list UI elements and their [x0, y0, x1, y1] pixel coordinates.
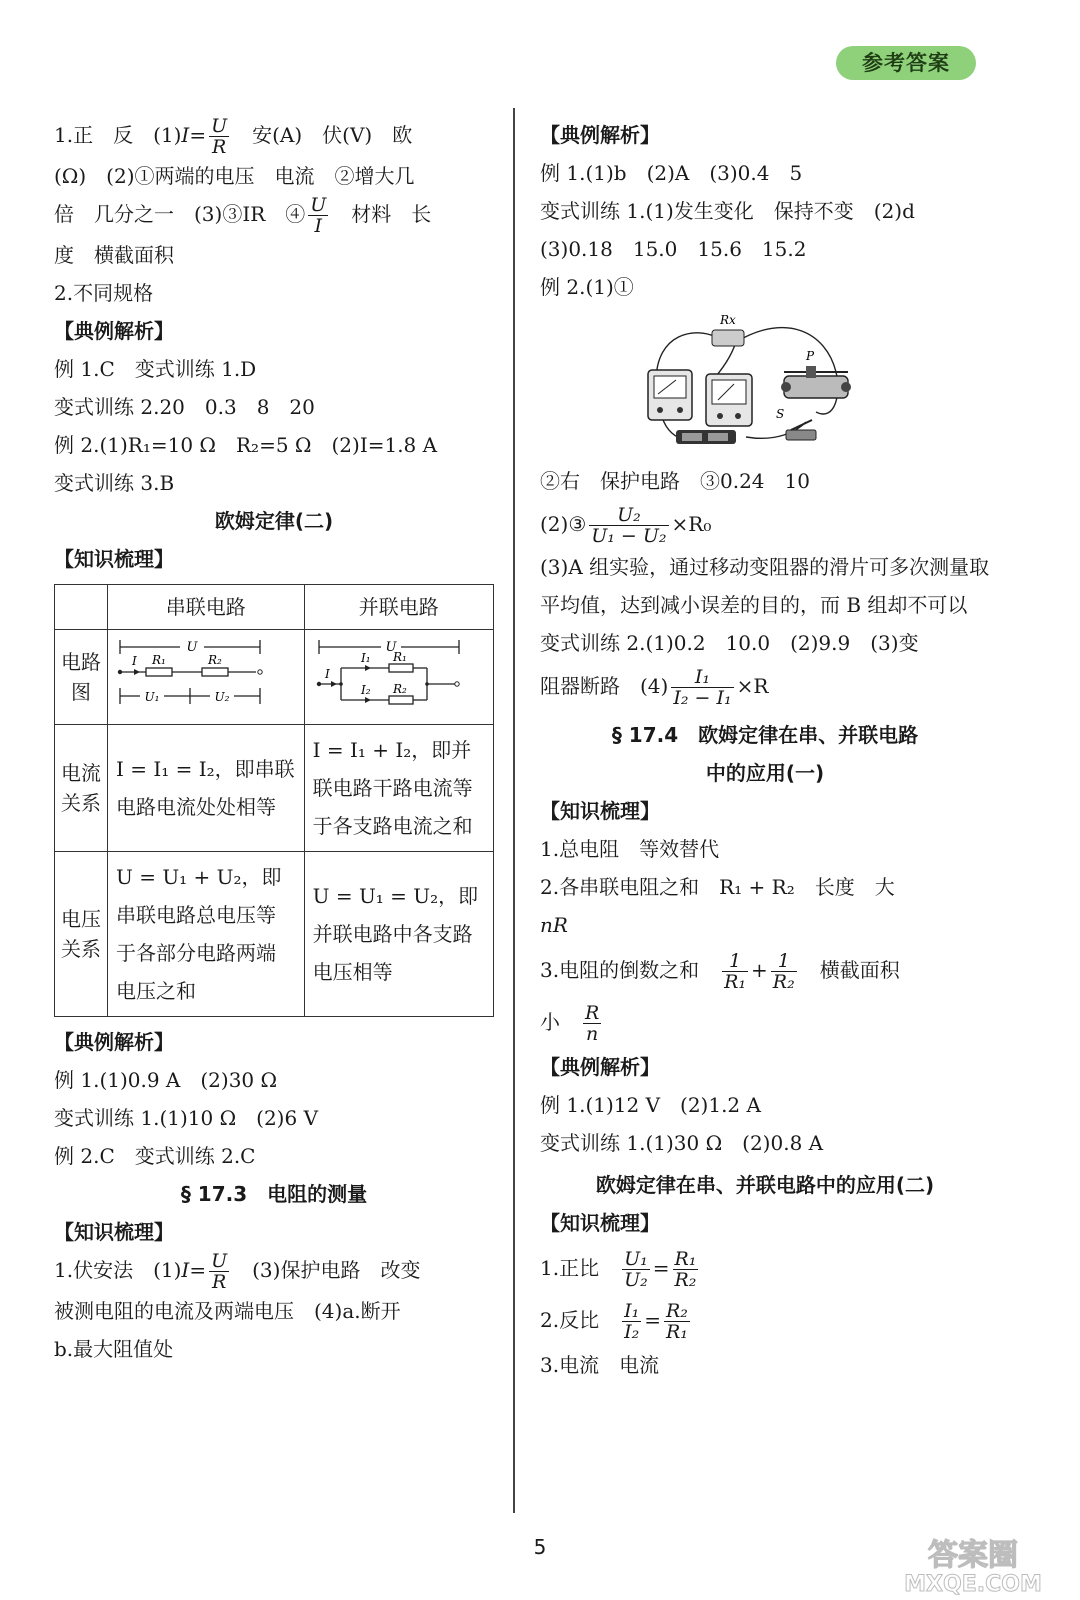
section-heading: 【典例解析】	[540, 123, 660, 147]
rheostat-device	[781, 366, 851, 398]
numerator: I₁	[671, 667, 733, 688]
lesson-title: 欧姆定律(二)	[214, 509, 334, 533]
answer-line: 2.不同规格	[54, 281, 154, 305]
battery-device	[676, 430, 736, 444]
answer-line	[540, 1294, 990, 1346]
denominator: R₂	[674, 1269, 697, 1291]
slider-p-label: P	[806, 349, 815, 363]
current-label: I	[132, 654, 137, 668]
parallel-circuit-diagram-cell	[304, 630, 493, 725]
numerator: R₂	[665, 1300, 688, 1322]
answer-line	[540, 1242, 990, 1294]
denominator: n	[586, 1023, 599, 1045]
answer-line: b.最大阻值处	[54, 1337, 174, 1361]
text: 横截面积	[799, 958, 900, 982]
table-header-row	[55, 585, 494, 630]
table-row	[55, 852, 494, 1017]
numerator: U	[211, 115, 228, 137]
answer-line: 2.各串联电阻之和 R₁ + R₂ 长度 大	[540, 875, 895, 899]
numerator: U	[310, 194, 327, 216]
table-cell: U = U₁ + U₂，即串联电路总电压等于各部分电路两端电压之和	[108, 852, 305, 1017]
switch-s-label: S	[776, 407, 785, 421]
text: 材料 长	[331, 202, 432, 226]
answer-line: 被测电阻的电流及两端电压 (4)a.断开	[54, 1299, 401, 1323]
row-label: 电路图	[55, 630, 108, 725]
ammeter-device	[648, 370, 692, 420]
lesson-title: § 17.4 欧姆定律在串、并联电路	[611, 723, 919, 747]
voltage-label: U	[385, 640, 397, 655]
answer-line: 例 1.C 变式训练 1.D	[54, 357, 257, 381]
table-row	[55, 630, 494, 725]
denominator: R₁	[665, 1321, 688, 1343]
answer-line: 例 2.(1)①	[540, 275, 634, 299]
fraction	[209, 1251, 229, 1292]
table-corner	[55, 585, 108, 630]
answer-line	[54, 116, 494, 157]
column-header-parallel: 并联电路	[304, 585, 493, 630]
table-cell: I = I₁ = I₂，即串联电路电流处处相等	[108, 725, 305, 852]
fraction	[771, 951, 797, 992]
section-heading: 【知识梳理】	[540, 1211, 660, 1235]
fraction	[622, 1301, 641, 1342]
answer-line	[540, 996, 990, 1048]
formula-text: I=	[181, 123, 207, 147]
numerator: R₁	[674, 1248, 697, 1270]
answer-line: 变式训练 1.(1)发生变化 保持不变 (2)d	[540, 199, 915, 223]
page-number: 5	[533, 1535, 547, 1559]
text: 小	[540, 1010, 580, 1034]
fraction	[622, 1249, 650, 1290]
circuit-comparison-table	[54, 584, 494, 1017]
r2-label: R₂	[392, 682, 407, 696]
numerator: U₂	[589, 505, 668, 526]
answer-line: (Ω) (2)①两端的电压 电流 ②增大几	[54, 164, 415, 188]
answer-line: 例 1.(1)12 V (2)1.2 A	[540, 1093, 761, 1117]
lesson-title: § 17.3 电阻的测量	[180, 1182, 368, 1206]
equals-sign: =	[644, 1308, 661, 1332]
answer-key-badge: 参考答案	[836, 46, 976, 80]
row-label: 电压关系	[55, 852, 108, 1017]
denominator: I₂ − I₁	[673, 687, 732, 709]
row-label: 电流关系	[55, 725, 108, 852]
answer-line: (3)0.18 15.0 15.6 15.2	[540, 237, 807, 261]
fraction	[671, 667, 733, 708]
answer-line: 例 2.(1)R₁=10 Ω R₂=5 Ω (2)I=1.8 A	[54, 433, 438, 457]
fraction	[589, 505, 668, 546]
text: 3.电阻的倒数之和	[540, 958, 720, 982]
table-cell: U = U₁ = U₂，即并联电路中各支路电压相等	[304, 852, 493, 1017]
r1-label: R₁	[152, 653, 166, 667]
text: ×R₀	[671, 512, 712, 536]
watermark-bottom-text: MXQE.COM	[904, 1572, 1042, 1595]
series-circuit-diagram-cell	[108, 630, 305, 725]
i1-label: I₁	[360, 651, 371, 665]
answer-line: 变式训练 1.(1)30 Ω (2)0.8 A	[540, 1131, 824, 1155]
rx-label: Rx	[720, 313, 736, 327]
answer-line: 3.电流 电流	[540, 1353, 660, 1377]
text: 1.正 反 (1)	[54, 123, 182, 147]
answer-line: 例 1.(1)b (2)A (3)0.4 5	[540, 161, 803, 185]
text: 1.伏安法 (1)	[54, 1258, 182, 1282]
formula-text: I=	[181, 1258, 207, 1282]
current-label: I	[324, 667, 330, 681]
text: 阻器断路 (4)	[540, 674, 669, 698]
fraction	[209, 116, 229, 157]
denominator: R	[211, 1271, 227, 1293]
answer-line: 变式训练 2.(1)0.2 10.0 (2)9.9 (3)变	[540, 631, 919, 655]
section-heading: 【知识梳理】	[54, 547, 174, 571]
answer-line	[54, 1251, 494, 1292]
u1-label: U₁	[144, 690, 160, 704]
r2-label: R₂	[208, 653, 222, 667]
denominator: R	[211, 136, 227, 158]
answer-line: ②右 保护电路 ③0.24 10	[540, 469, 810, 493]
left-column	[54, 116, 494, 1368]
numerator: R	[585, 1002, 600, 1024]
section-heading: 【典例解析】	[54, 1030, 174, 1054]
denominator: R₂	[772, 971, 795, 993]
answer-line	[540, 662, 990, 710]
fraction	[722, 951, 748, 992]
numerator: U₁	[624, 1248, 648, 1270]
denominator: R₁	[724, 971, 747, 993]
answer-line: 1.总电阻 等效替代	[540, 837, 720, 861]
plus-sign: +	[751, 958, 768, 982]
watermark-logo	[878, 1535, 1068, 1595]
table-cell: I = I₁ + I₂，即并联电路干路电流等于各支路电流之和	[304, 725, 493, 852]
equals-sign: =	[652, 1256, 670, 1280]
denominator: U₂	[624, 1269, 648, 1291]
r1-label: R₁	[392, 650, 407, 664]
voltage-label: U	[186, 640, 198, 655]
right-column	[540, 116, 990, 1384]
section-heading: 【典例解析】	[54, 319, 174, 343]
text: 2.反比	[540, 1308, 620, 1332]
answer-line: 例 1.(1)0.9 A (2)30 Ω	[54, 1068, 278, 1092]
answer-line	[540, 500, 990, 548]
switch-device	[786, 420, 816, 440]
table-row	[55, 725, 494, 852]
column-divider	[513, 108, 515, 1513]
watermark-top-text: 答案圈	[928, 1538, 1018, 1573]
answer-line: 变式训练 2.20 0.3 8 20	[54, 395, 315, 419]
resistor-device	[712, 330, 744, 346]
answer-line: nR	[540, 913, 568, 937]
answer-line: 例 2.C 变式训练 2.C	[54, 1144, 256, 1168]
numerator: U	[211, 1250, 228, 1272]
fraction	[673, 1249, 699, 1290]
series-circuit-diagram	[112, 634, 284, 720]
lesson-title: 欧姆定律在串、并联电路中的应用(二)	[595, 1173, 935, 1197]
answer-line: 度 横截面积	[54, 243, 174, 267]
u2-label: U₂	[214, 690, 230, 704]
section-heading: 【知识梳理】	[540, 799, 660, 823]
section-heading: 【典例解析】	[540, 1055, 660, 1079]
denominator: I	[314, 215, 323, 237]
text: 安(A) 伏(V) 欧	[232, 123, 413, 147]
fraction	[308, 195, 328, 236]
column-header-series: 串联电路	[108, 585, 305, 630]
numerator: 1	[722, 951, 748, 972]
fraction	[664, 1301, 690, 1342]
text: ×R	[736, 674, 769, 698]
section-heading: 【知识梳理】	[54, 1220, 174, 1244]
lesson-title-continued: 中的应用(一)	[705, 761, 825, 785]
text: (2)③	[540, 512, 587, 536]
fraction	[583, 1003, 601, 1044]
parallel-circuit-diagram	[309, 634, 477, 720]
text: 倍 几分之一 (3)③IR ④	[54, 202, 306, 226]
answer-line	[54, 195, 494, 236]
i2-label: I₂	[360, 683, 371, 697]
answer-line	[540, 944, 990, 996]
text: (3)保护电路 改变	[232, 1258, 421, 1282]
numerator: I₁	[624, 1300, 640, 1322]
answer-line: 变式训练 3.B	[54, 471, 175, 495]
denominator: U₁ − U₂	[591, 525, 667, 547]
numerator: 1	[771, 951, 797, 972]
denominator: I₂	[624, 1321, 640, 1343]
experiment-apparatus-illustration	[636, 312, 856, 452]
text: 1.正比	[540, 1256, 620, 1280]
voltmeter-device	[706, 374, 752, 426]
answer-line: 变式训练 1.(1)10 Ω (2)6 V	[54, 1106, 319, 1130]
answer-paragraph: (3)A 组实验，通过移动变阻器的滑片可多次测量取平均值，达到减小误差的目的，而 B 组却不可以	[540, 555, 990, 617]
